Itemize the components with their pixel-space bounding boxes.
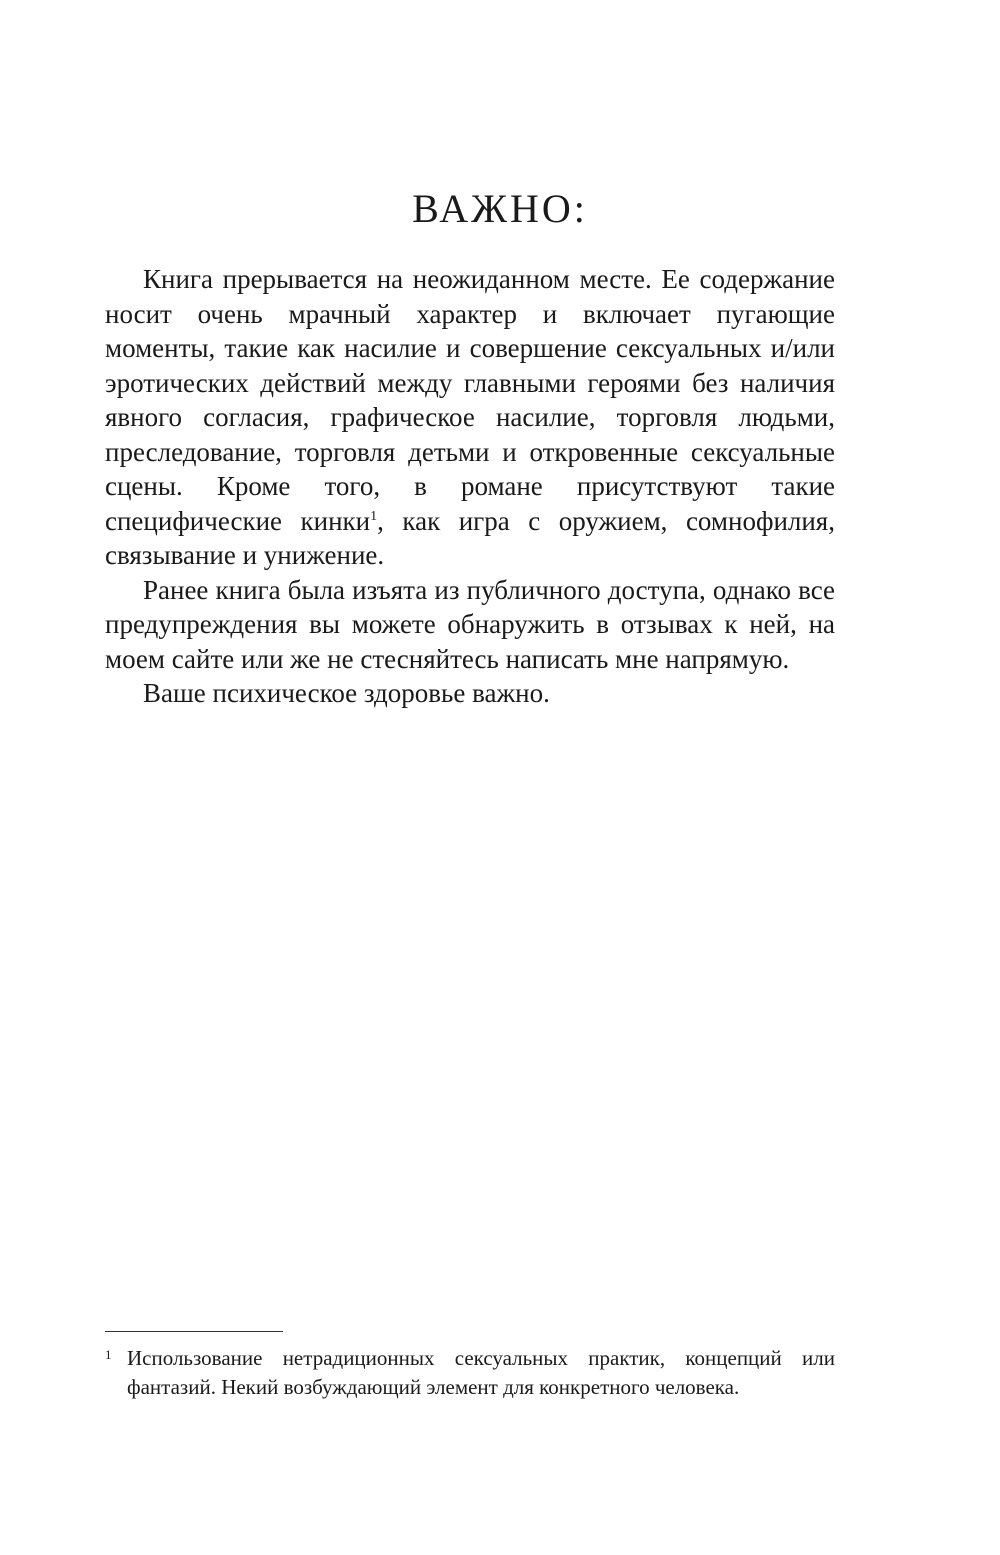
paragraph-1-text: Книга прерывается на неожиданном месте. Ее содержание носит очень мрачный характер и включает пугающие моменты, такие как насилие и совершение сексуальных и/или эротических действий между главными героями без наличия явного согласия, графическое насилие, торговля людьми, преследование, торговля детьми и откровенные сексуальные сцены. Кроме того, в романе присутствуют такие специфические кинки (105, 264, 835, 536)
footnote (105, 1344, 835, 1402)
page-title: ВАЖНО: (412, 186, 588, 231)
paragraph-2: Ранее книга была изъята из публичного доступа, однако все предупреждения вы можете обнаружить в отзывах к ней, на моем сайте или же не стесняйтесь написать мне напрямую. (105, 574, 835, 674)
paragraph-3: Ваше психическое здоровье важно. (143, 678, 550, 708)
paragraph-1-tail: , как игра с оружием, сомнофилия, связывание и унижение. (105, 505, 835, 570)
footnote-reference: 1 (370, 508, 378, 524)
main-text (105, 262, 835, 711)
footnote-divider (105, 1331, 283, 1332)
paragraph-1 (105, 262, 835, 573)
footnote-text: Использование нетрадиционных сексуальных практик, концепций или фантазий. Некий возбуждающий элемент для конкретного человека. (127, 1346, 835, 1399)
footnote-mark: 1 (105, 1347, 112, 1362)
